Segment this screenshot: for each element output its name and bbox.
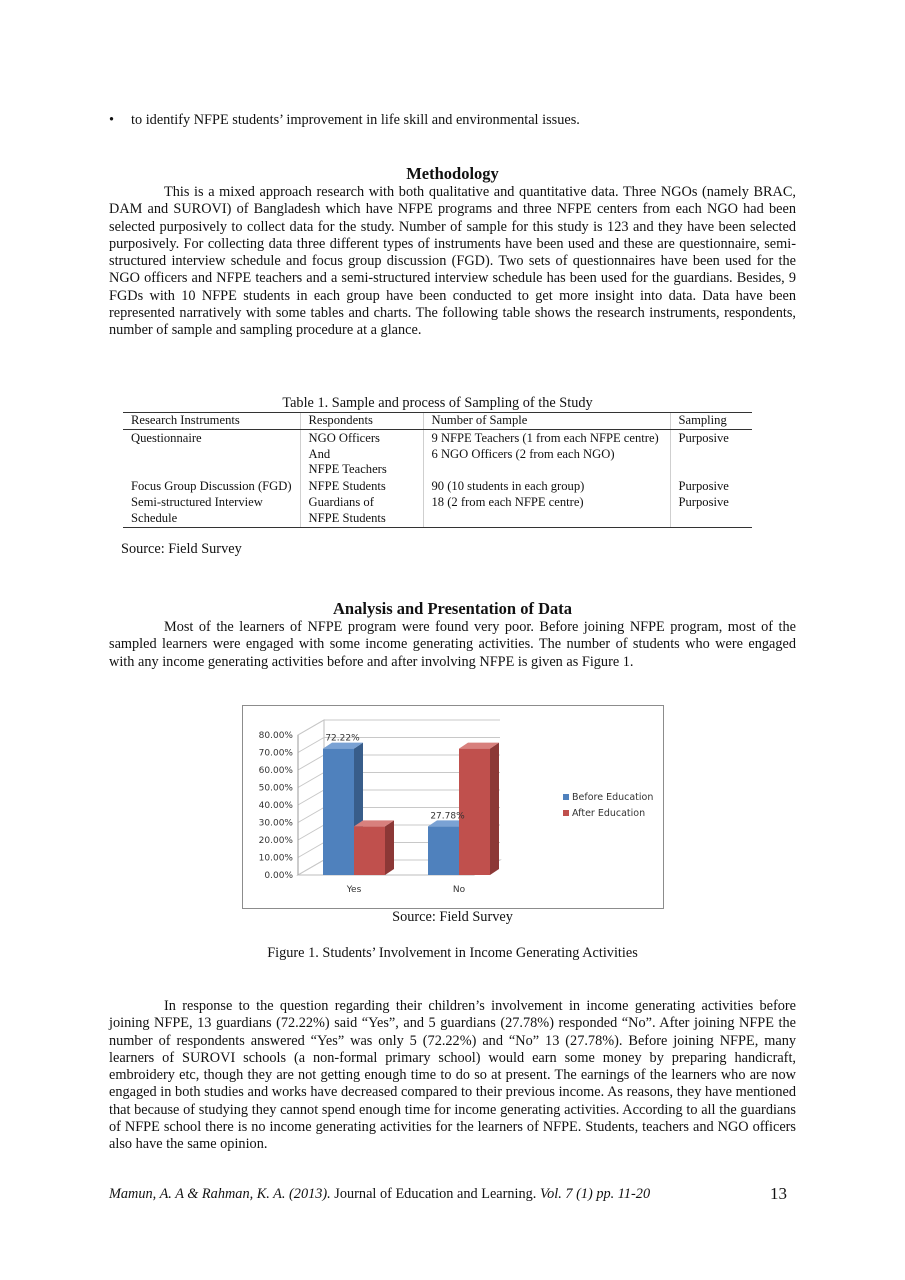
y-tick-label: 20.00% (258, 836, 293, 846)
respondent-line: Guardians of (308, 495, 374, 510)
respondents-cell (300, 430, 423, 478)
table-header-cell: Sampling (670, 413, 752, 430)
objective-bullet (109, 112, 799, 129)
table-header-row (123, 413, 752, 430)
figure-1-chart (242, 705, 664, 909)
citation-volume: Vol. 7 (1) pp. 11-20 (536, 1186, 651, 1202)
bullet-symbol: • (109, 112, 115, 128)
sample-cell (423, 430, 670, 478)
bar (323, 749, 354, 875)
bar (428, 826, 459, 875)
table-caption: Table 1. Sample and process of Sampling of the Study (282, 395, 593, 411)
methodology-paragraph (109, 184, 796, 340)
respondent-line: And (308, 446, 331, 461)
table-source: Source: Field Survey (121, 541, 242, 557)
sampling-cell: Purposive (670, 478, 752, 495)
legend-swatch (563, 810, 569, 816)
analysis-paragraph-2 (109, 998, 796, 1154)
sampling-cell: Purposive (670, 494, 752, 527)
sample-line: 6 NGO Officers (2 from each NGO) (431, 446, 615, 461)
instrument-cell: Focus Group Discussion (FGD) (131, 478, 292, 493)
sample-line: 18 (2 from each NFPE centre) (431, 495, 584, 510)
x-tick-label: Yes (346, 885, 362, 895)
figure-caption: Figure 1. Students’ Involvement in Income Generating Activities (267, 945, 638, 961)
citation-authors: Mamun, A. A & Rahman, K. A. (2013). (109, 1186, 331, 1202)
y-tick-label: 0.00% (264, 871, 293, 881)
y-tick-label: 50.00% (258, 783, 293, 794)
bullet-text: to identify NFPE students’ improvement in life skill and environmental issues. (131, 112, 580, 128)
table-header-cell: Number of Sample (423, 413, 670, 430)
sampling-cell: Purposive (670, 430, 752, 478)
legend-label: Before Education (572, 792, 654, 803)
sample-table (123, 412, 752, 528)
respondents-cell (300, 494, 423, 527)
footer-citation (109, 1186, 650, 1203)
table-row (123, 478, 752, 495)
bar-side (385, 820, 394, 875)
table-row (123, 430, 752, 478)
instrument-cell: Questionnaire (131, 431, 202, 445)
instrument-cell: Semi-structured Interview Schedule (123, 494, 300, 527)
y-tick-label: 60.00% (258, 766, 293, 776)
citation-journal: Journal of Education and Learning. (330, 1186, 537, 1202)
analysis-text-2: In response to the question regarding their children’s involvement in income generating activities before joining NFPE, 13 guardians (72.22%) said “Yes”, and 5 guardians (27.78%) responded “No”. After joining NFPE the number of respondents answered “Yes” was only 5 (72.22%) and “No” 13 (27.78%). Before joining NFPE, many learners of SUROVI schools (a non-formal primary school) would earn some money by preparing handicraft, embroidery etc, though they are not getting enough time to do so at present. The earnings of the learners who are now engaged in both studies and works have decreased compared to their previous income. As reasons, they have mentioned that because of studying they cannot spend enough time for income generating activities. According to all the guardians of NFPE school there is no income generating activities for the learners of NFPE. Students, teachers and NGO officers also have the same opinion. (109, 998, 796, 1153)
respondents-cell (300, 478, 423, 495)
analysis-heading: Analysis and Presentation of Data (333, 599, 572, 618)
bar-side (490, 743, 499, 875)
y-tick-label: 70.00% (258, 748, 293, 759)
respondent-line: NFPE Students (308, 478, 386, 493)
analysis-text-1: Most of the learners of NFPE program were found very poor. Before joining NFPE program, most of the sampled learners were engaged with some income generating activities. The number of students who were engaged with any income generating activities before and after involving NFPE is given as Figure 1. (109, 619, 796, 670)
sample-cell (423, 478, 670, 495)
respondent-line: NGO Officers (308, 431, 380, 445)
legend-label: After Education (572, 808, 646, 819)
y-tick-label: 80.00% (258, 731, 293, 741)
y-tick-label: 40.00% (258, 801, 293, 811)
legend-swatch (563, 794, 569, 800)
y-tick-label: 30.00% (258, 818, 293, 829)
figure-source: Source: Field Survey (392, 909, 513, 925)
sample-cell (423, 494, 670, 527)
page-number: 13 (770, 1184, 787, 1203)
bar (354, 826, 385, 875)
x-tick-label: No (452, 885, 466, 895)
data-label: 27.78% (430, 811, 465, 822)
analysis-paragraph-1 (109, 619, 796, 671)
sample-line: 90 (10 students in each group) (431, 478, 585, 493)
data-label: 72.22% (325, 733, 360, 744)
respondent-line: NFPE Students (308, 510, 386, 525)
table-header-cell: Research Instruments (123, 413, 300, 430)
respondent-line: NFPE Teachers (308, 462, 387, 477)
sample-line: 9 NFPE Teachers (1 from each NFPE centre) (431, 431, 659, 445)
table-row (123, 494, 752, 527)
table-header-cell: Respondents (300, 413, 423, 430)
bar-chart (243, 706, 663, 908)
methodology-text: This is a mixed approach research with both qualitative and quantitative data. Three NGOs (namely BRAC, DAM and SUROVI) of Bangladesh which have NFPE programs and three NFPE centers from each NGO had been selected purposively to collect data for the study. Number of sample for this study is 123 and they have been selected purposively. For collecting data three different types of instruments have been used and these are questionnaire, semi-structured interview schedule and focus group discussion (FGD). Two sets of questionnaires have been used for the NGO officers and NFPE teachers and a semi-structured interview schedule has been used for the guardians. Besides, 9 FGDs with 10 NFPE students in each group have been conducted to get more insight into data. Data have been represented narratively with some tables and charts. The following table shows the research instruments, respondents, number of sample and sampling procedure at a glance. (109, 184, 796, 339)
methodology-heading: Methodology (406, 164, 499, 183)
y-tick-label: 10.00% (258, 853, 293, 864)
